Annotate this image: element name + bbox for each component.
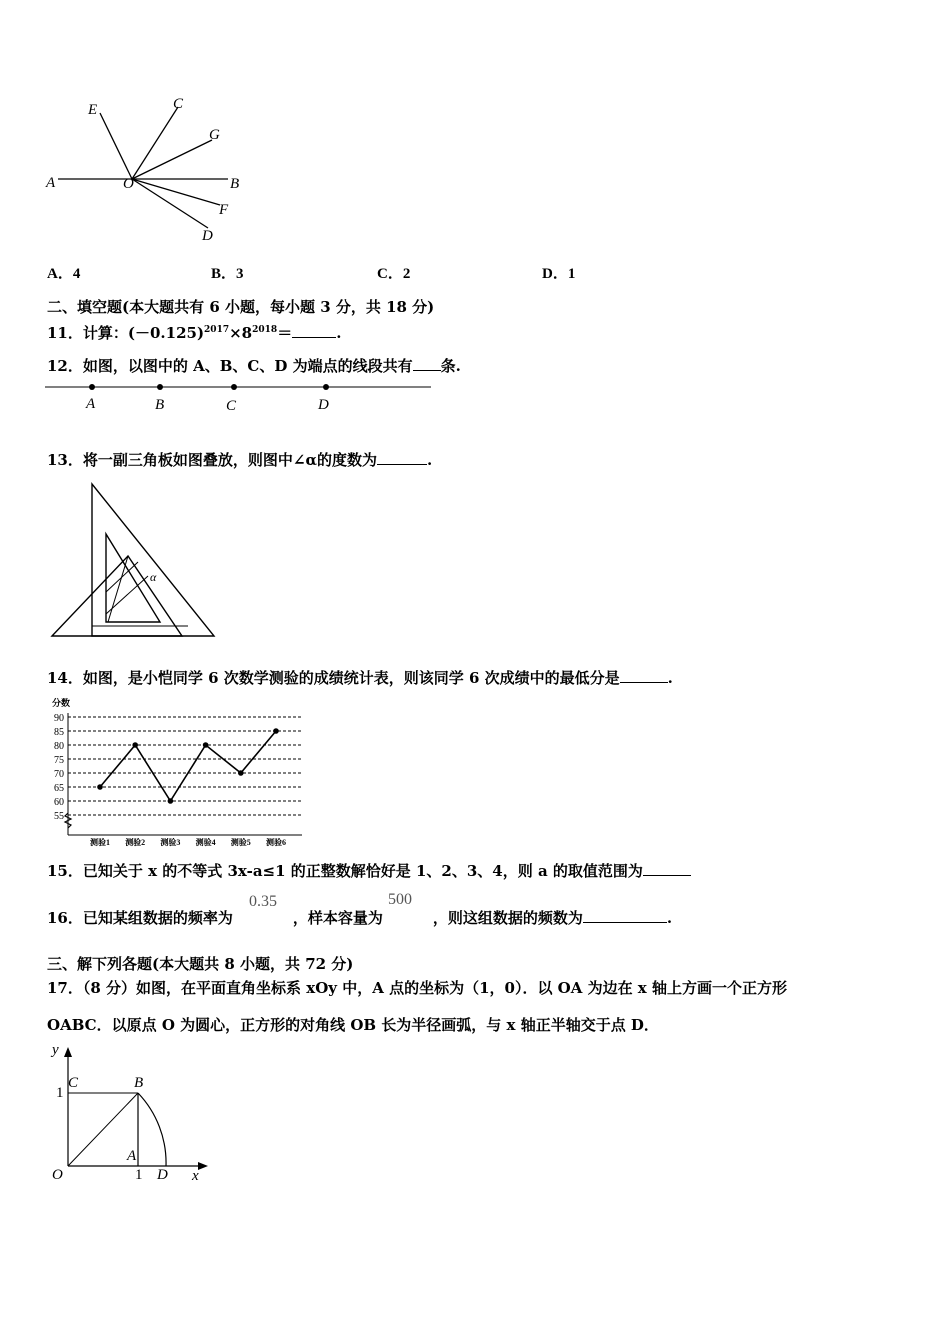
score-line-chart	[40, 695, 310, 847]
x-tick-label: 测验3	[160, 838, 181, 847]
label-D: D	[202, 228, 213, 244]
coordinate-figure	[40, 1042, 215, 1187]
data-point	[97, 784, 103, 790]
point-b-label: B	[155, 397, 165, 413]
y-one-label: 1	[56, 1085, 64, 1101]
question-13: 13．将一副三角板如图叠放，则图中∠α的度数为 .	[47, 451, 433, 469]
point-d-label: D	[318, 397, 329, 413]
data-point	[203, 742, 209, 748]
x-tick-label: 测验4	[195, 838, 216, 847]
frequency-value: 0.35	[249, 893, 277, 910]
question-15: 15．已知关于 x 的不等式 3x-a≤1 的正整数解恰好是 1、2、3、4，则 a 的取值范围为	[47, 860, 691, 881]
series-line	[100, 731, 276, 801]
question-16: 16．已知某组数据的频率为 ，样本容量为 ，则这组数据的频数为 .	[47, 909, 673, 927]
label-O: O	[123, 176, 134, 192]
answer-blank[interactable]	[292, 323, 336, 338]
question-12: 12．如图，以图中的 A、B、C、D 为端点的线段共有 条.	[47, 357, 461, 375]
axis-x-label: x	[192, 1168, 199, 1184]
answer-blank[interactable]	[377, 450, 427, 465]
sample-size-value: 500	[388, 891, 412, 908]
y-tick-label: 55	[54, 811, 64, 822]
option-b[interactable]: B．3	[211, 266, 244, 282]
y-tick-label: 60	[54, 797, 64, 808]
section-2-title: 二、填空题(本大题共有 6 小题，每小题 3 分，共 18 分)	[47, 298, 435, 316]
y-tick-label: 80	[54, 741, 64, 752]
triangle-figure	[48, 482, 220, 642]
x-tick-label: 测验2	[125, 838, 146, 847]
point-a-label: A	[86, 396, 96, 412]
label-B: B	[230, 176, 240, 192]
axis-y-label: y	[52, 1042, 59, 1058]
section-3-title: 三、解下列各题(本大题共 8 小题，共 72 分)	[47, 955, 354, 973]
x-tick-label: 测验6	[266, 838, 286, 847]
alpha-label: α	[150, 570, 157, 584]
label-C: C	[173, 96, 184, 112]
label-F: F	[219, 202, 229, 218]
question-14: 14．如图，是小恺同学 6 次数学测验的成绩统计表，则该同学 6 次成绩中的最低分是 .	[47, 669, 673, 687]
x-tick-label: 测验1	[90, 838, 110, 847]
option-a[interactable]: A．4	[47, 266, 81, 282]
data-point	[132, 742, 138, 748]
answer-blank[interactable]	[643, 861, 691, 876]
answer-blank[interactable]	[620, 668, 668, 683]
point-a-label: A	[127, 1148, 137, 1164]
x-one-label: 1	[135, 1167, 143, 1183]
x-tick-label: 测验5	[230, 838, 251, 847]
data-point	[168, 798, 174, 804]
question-11: 11．计算：$(-0.125)^{2017}\times 8^{2018}=$ .	[47, 324, 342, 342]
label-G: G	[209, 127, 220, 143]
answer-blank[interactable]	[413, 356, 441, 371]
point-b-label: B	[134, 1075, 144, 1091]
origin-label: O	[52, 1167, 63, 1183]
option-d[interactable]: D．1	[542, 266, 576, 282]
point-c-label: C	[68, 1075, 79, 1091]
y-tick-label: 65	[54, 783, 64, 794]
question-17-line1: 17．（8 分）如图，在平面直角坐标系 xOy 中，A 点的坐标为（1，0）．以 OA 为边在 x 轴上方画一个正方形	[47, 979, 787, 997]
data-point	[238, 770, 244, 776]
y-tick-label: 85	[54, 727, 64, 738]
question-17-line2: OABC．以原点 O 为圆心，正方形的对角线 OB 长为半径画弧，与 x 轴正半轴交于点 D．	[47, 1016, 659, 1034]
point-c-label: C	[226, 398, 237, 414]
y-tick-label: 75	[54, 755, 64, 766]
answer-blank[interactable]	[583, 908, 667, 923]
y-axis-label: 分数	[52, 698, 71, 708]
y-tick-label: 70	[54, 769, 64, 780]
angle-figure	[40, 95, 260, 250]
label-A: A	[46, 175, 56, 191]
point-d-label: D	[157, 1167, 168, 1183]
segment-figure	[45, 378, 435, 398]
data-point	[273, 728, 279, 734]
option-c[interactable]: C．2	[377, 266, 411, 282]
label-E: E	[88, 102, 98, 118]
y-tick-label: 90	[54, 713, 64, 724]
